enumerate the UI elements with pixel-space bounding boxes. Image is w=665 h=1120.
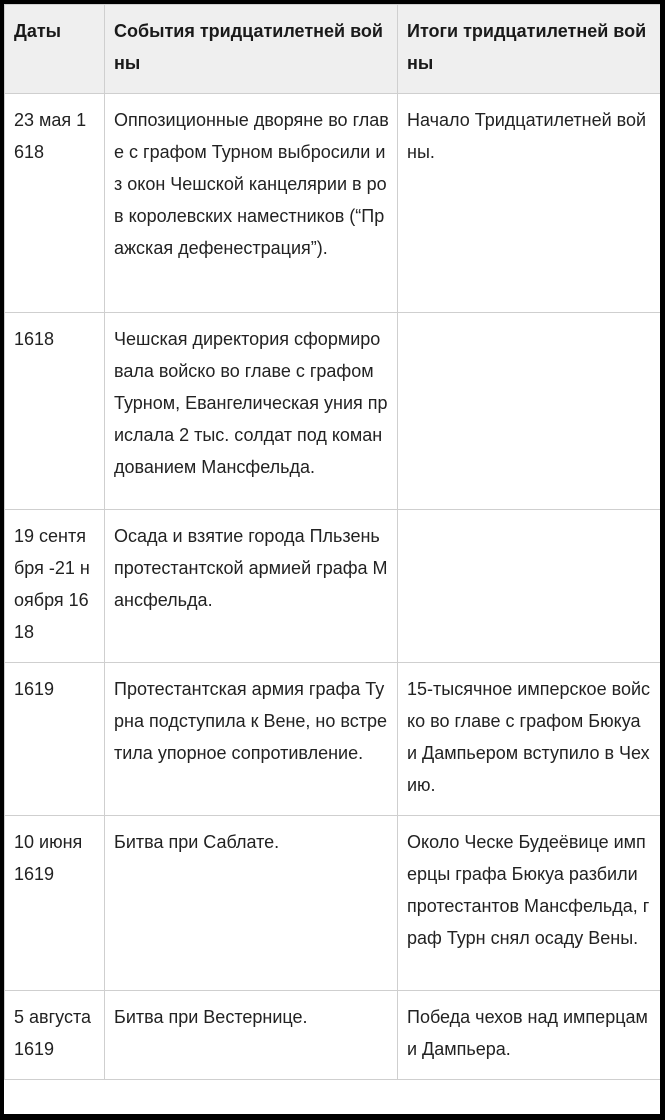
header-events: События тридцатилетней войны: [105, 5, 398, 94]
cell-event: Осада и взятие города Пльзень протестантской армией графа Мансфельда.: [105, 510, 398, 663]
header-dates: Даты: [5, 5, 105, 94]
cell-result: [398, 313, 661, 510]
cell-result: 15-тысячное имперское войско во главе с графом Бюкуа и Дампьером вступило в Чехию.: [398, 663, 661, 816]
table-row: [5, 991, 661, 1080]
cell-date: 1618: [5, 313, 105, 510]
cell-date: 23 мая 1618: [5, 94, 105, 313]
table-row: [5, 94, 661, 313]
cell-event: Протестантская армия графа Турна подступила к Вене, но встретила упорное сопротивление.: [105, 663, 398, 816]
cell-event: Битва при Саблате.: [105, 816, 398, 991]
table-row: [5, 816, 661, 991]
cell-date: 5 августа 1619: [5, 991, 105, 1080]
cell-event: Оппозиционные дворяне во главе с графом Турном выбросили из окон Чешской канцелярии в ров королевских наместников (“Пражская дефенестрация”).: [105, 94, 398, 313]
cell-date: 19 сентября -21 ноября 1618: [5, 510, 105, 663]
cell-result: Начало Тридцатилетней войны.: [398, 94, 661, 313]
cell-date: 10 июня 1619: [5, 816, 105, 991]
table-row: [5, 313, 661, 510]
cell-event: Чешская директория сформировала войско во главе с графом Турном, Евангелическая уния прислала 2 тыс. солдат под командованием Мансфельда.: [105, 313, 398, 510]
cell-result: [398, 510, 661, 663]
cell-date: 1619: [5, 663, 105, 816]
cell-result: Около Ческе Будеёвице имперцы графа Бюкуа разбили протестантов Мансфельда, граф Турн снял осаду Вены.: [398, 816, 661, 991]
table-row: [5, 510, 661, 663]
header-results: Итоги тридцатилетней войны: [398, 5, 661, 94]
document-frame: [4, 4, 660, 1114]
table-row: [5, 663, 661, 816]
table-header-row: [5, 5, 661, 94]
cell-event: Битва при Вестернице.: [105, 991, 398, 1080]
thirty-years-war-table: [4, 4, 660, 1080]
cell-result: Победа чехов над имперцами Дампьера.: [398, 991, 661, 1080]
